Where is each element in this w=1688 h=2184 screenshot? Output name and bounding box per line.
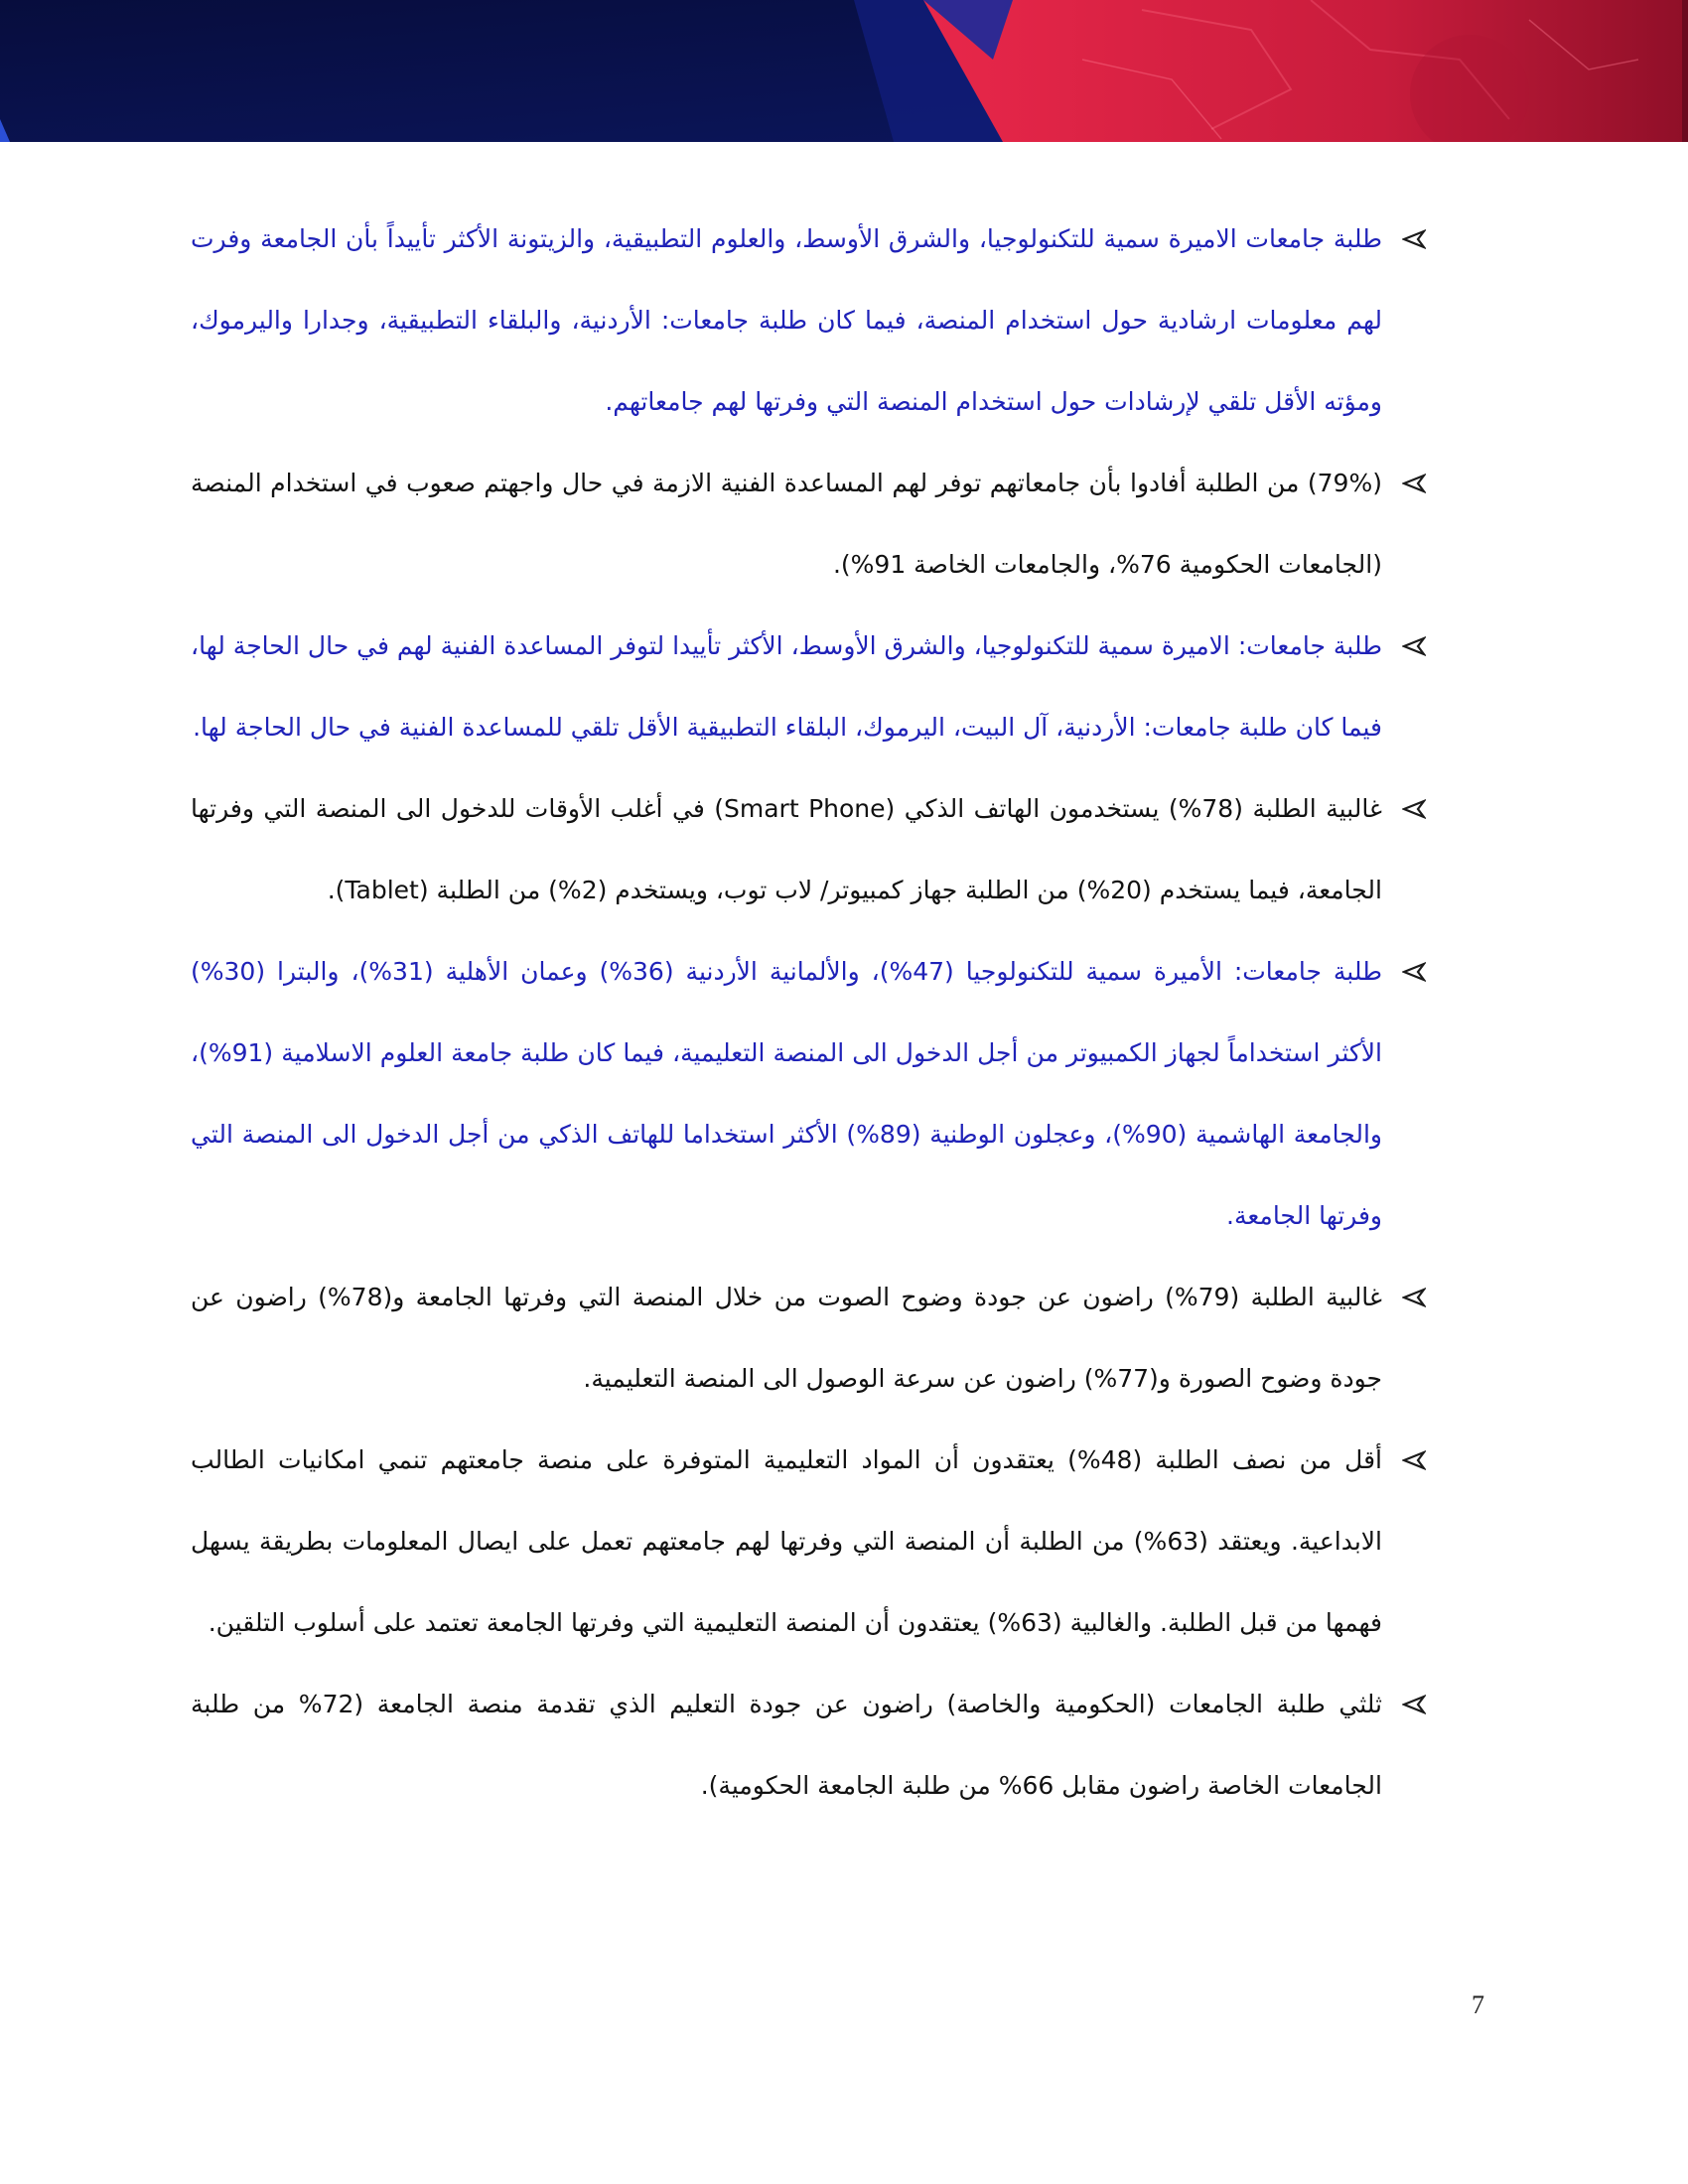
arrow-bullet-icon <box>1396 1664 1432 1745</box>
bullet-item <box>191 931 1432 1257</box>
header-banner <box>0 0 1688 142</box>
bullet-text: (79%) من الطلبة أفادوا بأن جامعاتهم توفر لهم المساعدة الفنية الازمة في حال واجهتم صعوب في استخدام المنصة (الجامعات الحكومية 76%، والجامعات الخاصة 91%). <box>191 469 1382 579</box>
bullet-text: طلبة جامعات الاميرة سمية للتكنولوجيا، والشرق الأوسط، والعلوم التطبيقية، والزيتونة الأكثر تأييداً بأن الجامعة وفرت لهم معلومات ارشادية حول استخدام المنصة، فيما كان طلبة جامعات: الأردنية، والبلقاء التطبيقية، وجدارا واليرموك، ومؤته الأقل تلقي لإرشادات حول استخدام المنصة التي وفرتها لهم جامعاتهم. <box>191 224 1382 416</box>
bullet-text: طلبة جامعات: الأميرة سمية للتكنولوجيا (47%)، والألمانية الأردنية (36%) وعمان الأهلية (31%)، والبترا (30%) الأكثر استخداماً لجهاز الكمبيوتر من أجل الدخول الى المنصة التعليمية، فيما كان طلبة جامعة العلوم الاسلامية (91%)، والجامعة الهاشمية (90%)، وعجلون الوطنية (89%) الأكثر استخداما للهاتف الذكي من أجل الدخول الى المنصة التي وفرتها الجامعة. <box>191 957 1383 1230</box>
bullet-list <box>191 199 1432 1827</box>
arrow-bullet-icon <box>1396 1420 1432 1501</box>
bullet-item <box>191 606 1432 768</box>
header-banner-graphic <box>0 0 1688 142</box>
page-number: 7 <box>1472 1990 1484 2019</box>
arrow-bullet-icon <box>1396 931 1432 1013</box>
bullet-text: غالبية الطلبة (79%) راضون عن جودة وضوح الصوت من خلال المنصة التي وفرتها الجامعة و(78%) راضون عن جودة وضوح الصورة و(77%) راضون عن سرعة الوصول الى المنصة التعليمية. <box>191 1283 1382 1393</box>
bullet-item <box>191 1664 1432 1827</box>
bullet-item <box>191 443 1432 606</box>
bullet-item <box>191 1420 1432 1664</box>
arrow-bullet-icon <box>1396 443 1432 524</box>
bullet-item <box>191 768 1432 931</box>
bullet-text: طلبة جامعات: الاميرة سمية للتكنولوجيا، والشرق الأوسط، الأكثر تأييدا لتوفر المساعدة الفنية لهم في حال الحاجة لها، فيما كان طلبة جامعات: الأردنية، آل البيت، اليرموك، البلقاء التطبيقية الأقل تلقي للمساعدة الفنية في حال الحاجة لها. <box>191 631 1382 742</box>
bullet-item <box>191 1257 1432 1420</box>
arrow-bullet-icon <box>1396 199 1432 280</box>
arrow-bullet-icon <box>1396 768 1432 850</box>
arrow-bullet-icon <box>1396 606 1432 687</box>
arrow-bullet-icon <box>1396 1257 1432 1338</box>
bullet-item <box>191 199 1432 443</box>
bullet-text: ثلثي طلبة الجامعات (الحكومية والخاصة) راضون عن جودة التعليم الذي تقدمة منصة الجامعة (72% من طلبة الجامعات الخاصة راضون مقابل 66% من طلبة الجامعة الحكومية). <box>191 1690 1382 1800</box>
bullet-text: غالبية الطلبة (78%) يستخدمون الهاتف الذكي (Smart Phone) في أغلب الأوقات للدخول الى المنصة التي وفرتها الجامعة، فيما يستخدم (20%) من الطلبة جهاز كمبيوتر/ لاب توب، ويستخدم (2%) من الطلبة (Tablet). <box>191 794 1383 904</box>
bullet-text: أقل من نصف الطلبة (48%) يعتقدون أن المواد التعليمية المتوفرة على منصة جامعتهم تنمي امكانيات الطالب الابداعية. ويعتقد (63%) من الطلبة أن المنصة التي وفرتها لهم جامعتهم تعمل على ايصال المعلومات بطريقة يسهل فهمها من قبل الطلبة. والغالبية (63%) يعتقدون أن المنصة التعليمية التي وفرتها الجامعة تعتمد على أسلوب التلقين. <box>191 1445 1382 1637</box>
